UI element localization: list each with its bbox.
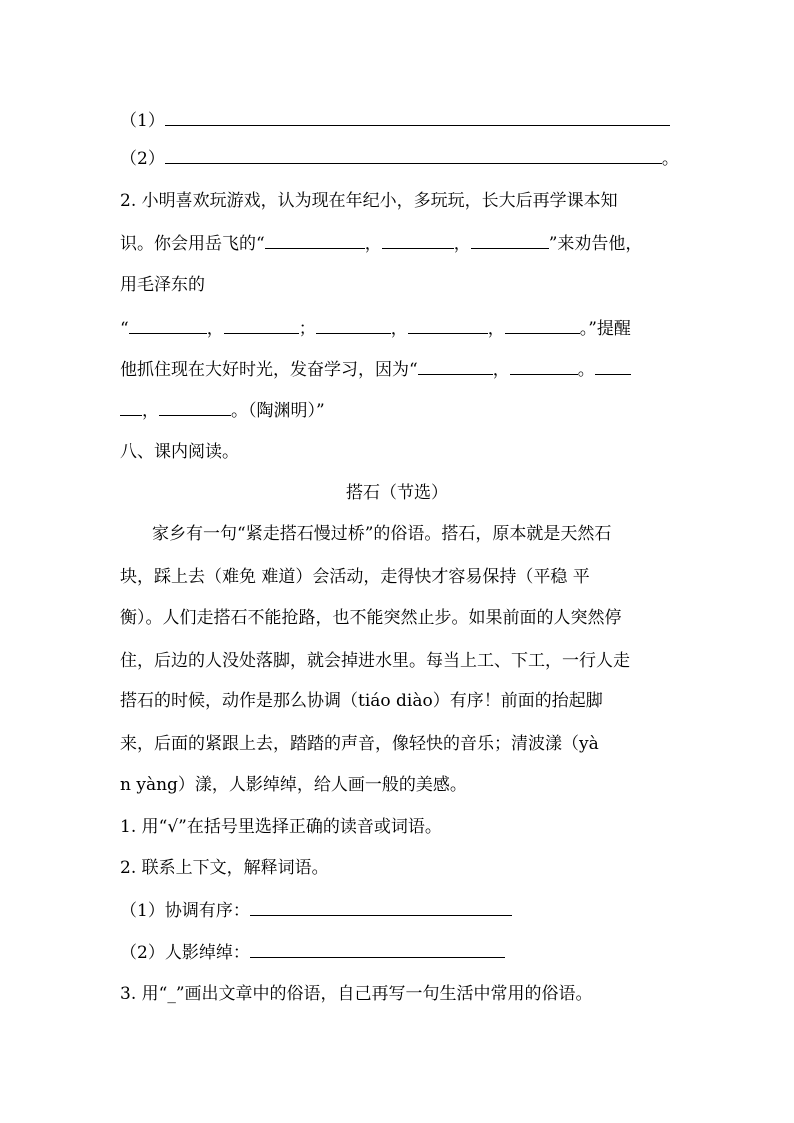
answer-line-2 xyxy=(120,146,679,171)
passage-line-5: 搭石的时候，动作是那么协调（tiáo diào）有序！前面的抬起脚 xyxy=(120,691,603,711)
period: 。 xyxy=(577,360,595,380)
blank-mao-1[interactable] xyxy=(129,316,207,334)
semicolon: ； xyxy=(298,319,316,339)
q2-sub1-label: （1）协调有序： xyxy=(120,901,250,921)
q2-line-1: 2. 小明喜欢玩游戏，认为现在年纪小，多玩玩，长大后再学课本知 xyxy=(120,191,618,211)
blank-tao-3a[interactable] xyxy=(595,357,631,375)
passage-title: 搭石（节选） xyxy=(346,483,448,503)
open-quote: “ xyxy=(120,319,129,339)
answer-line-1 xyxy=(120,108,670,133)
q2-line2-start: 识。你会用岳飞的“ xyxy=(120,234,265,254)
blank-tao-4[interactable] xyxy=(159,398,231,416)
comma: ， xyxy=(206,319,224,339)
blank-2[interactable] xyxy=(165,146,662,164)
passage-line-3: 衡）。人们走搭石不能抢路，也不能突然止步。如果前面的人突然停 xyxy=(120,608,622,628)
passage-line-2: 块，踩上去（难免 难道）会活动，走得快才容易保持（平稳 平 xyxy=(120,567,590,587)
blank-tao-2[interactable] xyxy=(510,357,578,375)
reading-q2-sub1 xyxy=(120,898,512,923)
q2-line-3: 用毛泽东的 xyxy=(120,275,205,295)
q2-line-4 xyxy=(120,316,631,341)
comma: ， xyxy=(492,360,510,380)
passage-line-1: 家乡有一句“紧走搭石慢过桥”的俗语。搭石，原本就是天然石 xyxy=(152,524,612,544)
comma: ， xyxy=(142,401,159,421)
blank-mao-3[interactable] xyxy=(316,316,391,334)
reading-q2-sub2 xyxy=(120,940,505,965)
blank-yuefei-1[interactable] xyxy=(265,231,365,249)
blank-tao-3b[interactable] xyxy=(120,398,142,416)
q2-line5-start: 他抓住现在大好时光，发奋学习，因为“ xyxy=(120,360,418,380)
blank-renying[interactable] xyxy=(250,940,505,958)
section-heading: 八、课内阅读。 xyxy=(120,442,239,462)
comma: ， xyxy=(453,234,471,254)
reading-q3: 3. 用“_”画出文章中的俗语，自己再写一句生活中常用的俗语。 xyxy=(120,984,593,1004)
comma: ， xyxy=(390,319,408,339)
passage-line-4: 住，后边的人没处落脚，就会掉进水里。每当上工、下工，一行人走 xyxy=(120,651,630,671)
q2-line2-end: ”来劝告他， xyxy=(548,234,643,254)
q2-line4-end: ”提醒 xyxy=(588,319,631,339)
blank-mao-4[interactable] xyxy=(408,316,488,334)
passage-line-7: n yàng）漾，人影绰绰，给人画一般的美感。 xyxy=(120,775,467,795)
blank-1[interactable] xyxy=(165,108,670,126)
blank-yuefei-3[interactable] xyxy=(471,231,549,249)
sub-label-2: （2） xyxy=(120,149,165,169)
period: 。 xyxy=(579,319,589,339)
sub2-end: 。 xyxy=(661,149,679,169)
passage-line-6: 来，后面的紧跟上去，踏踏的声音，像轻快的音乐；清波漾（yà xyxy=(120,734,599,754)
blank-yuefei-2[interactable] xyxy=(382,231,454,249)
comma: ， xyxy=(364,234,382,254)
reading-q2: 2. 联系上下文，解释词语。 xyxy=(120,858,329,878)
q2-line-2 xyxy=(120,231,642,256)
reading-q1: 1. 用“√”在括号里选择正确的读音或词语。 xyxy=(120,817,442,837)
q2-line-5 xyxy=(120,357,631,382)
q2-line-6 xyxy=(120,398,325,423)
blank-xietiao[interactable] xyxy=(250,898,512,916)
blank-mao-2[interactable] xyxy=(224,316,299,334)
q2-line6-end: 。（陶渊明）” xyxy=(231,401,325,421)
blank-tao-1[interactable] xyxy=(418,357,493,375)
blank-mao-5[interactable] xyxy=(505,316,580,334)
sub-label-1: （1） xyxy=(120,111,165,131)
q2-sub2-label: （2）人影绰绰： xyxy=(120,943,250,963)
comma: ， xyxy=(487,319,505,339)
